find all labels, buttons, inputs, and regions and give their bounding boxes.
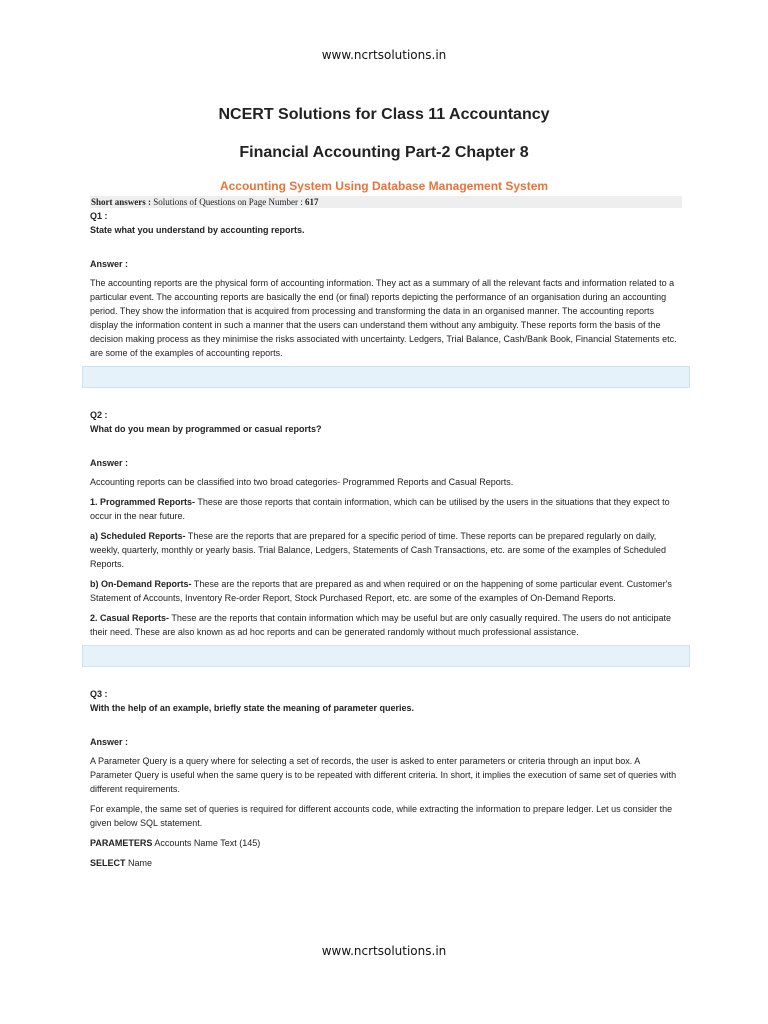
q2-on-demand-label: b) On-Demand Reports- (90, 579, 192, 589)
q3-select (90, 856, 682, 870)
q3-select-text: Name (125, 858, 153, 868)
page-title: NCERT Solutions for Class 11 Accountancy (218, 106, 550, 123)
separator-2 (82, 645, 690, 667)
content (90, 196, 682, 876)
q2-answer-label: Answer : (90, 458, 129, 468)
q2-scheduled-text: These are the reports that are prepared for a specific period of time. These reports can be prepared regularly on daily, weekly, quarterly, monthly or yearly basis. Trial Balance, Ledgers, Statements of Cash Transactions, etc. are some of the examples of Scheduled Reports. (90, 531, 666, 569)
q2-on-demand-text: These are the reports that are prepared as and when required or on the happening of some particular event. Customer's Statement of Accounts, Inventory Re-order Report, Stock Purchased Report, etc. are some of the examples of On-Demand Reports. (90, 579, 672, 603)
q3-number: Q3 : (90, 689, 108, 699)
q2-on-demand (90, 577, 682, 605)
q2-casual-label: 2. Casual Reports- (90, 613, 170, 623)
q2-scheduled-label: a) Scheduled Reports- (90, 531, 186, 541)
q3-select-label: SELECT (90, 858, 126, 868)
site-footer: www.ncrtsolutions.in (321, 944, 447, 958)
q1-answer-label: Answer : (90, 259, 129, 269)
separator-1 (82, 366, 690, 388)
q2-programmed (90, 495, 682, 523)
short-answers-bar (90, 196, 682, 208)
q3-parameters-label: PARAMETERS (90, 838, 153, 848)
short-answers-page: 617 (305, 197, 319, 207)
short-answers-label: Short answers : (91, 197, 151, 207)
q2-programmed-text: These are those reports that contain information, which can be utilised by the users in the situations that they expect to occur in the near future. (90, 497, 670, 521)
q3-answer-label: Answer : (90, 737, 129, 747)
q3-parameters-text: Accounts Name Text (145) (152, 838, 261, 848)
q1-number: Q1 : (90, 211, 108, 221)
q2-number: Q2 : (90, 410, 108, 420)
q2-casual (90, 611, 682, 639)
q2-question: What do you mean by programmed or casual reports? (90, 424, 322, 434)
q3-parameters (90, 836, 682, 850)
q3-answer-p2: For example, the same set of queries is required for different accounts code, while extracting the information to prepare ledger. Let us consider the given below SQL statement. (90, 804, 673, 828)
q2-programmed-label: 1. Programmed Reports- (90, 497, 196, 507)
short-answers-text: Solutions of Questions on Page Number : (153, 197, 303, 207)
q1-question: State what you understand by accounting reports. (90, 225, 305, 235)
q2-scheduled (90, 529, 682, 571)
page-subtitle: Financial Accounting Part-2 Chapter 8 (239, 144, 529, 161)
q2-casual-text: These are the reports that contain information which may be useful but are only casually required. The users do not anticipate their need. These are also known as ad hoc reports and can be generated randomly without much professional assistance. (90, 613, 671, 637)
q3-question: With the help of an example, briefly state the meaning of parameter queries. (90, 703, 414, 713)
q3-answer-p1: A Parameter Query is a query where for selecting a set of records, the user is asked to enter parameters or criteria through an input box. A Parameter Query is useful when the same query is to be repeated with different criteria. In short, it implies the execution of same set of queries with different requirements. (90, 756, 677, 794)
chapter-title: Accounting System Using Database Management System (219, 179, 549, 193)
q2-intro: Accounting reports can be classified into two broad categories- Programmed Reports and Casual Reports. (90, 477, 514, 487)
q1-answer: The accounting reports are the physical form of accounting information. They act as a summary of all the relevant facts and information related to a particular event. The accounting reports are basically the end (or final) reports depicting the performance of an organisation during an accounting period. They show the information that is acquired from processing and transforming the data in an organised manner. The accounting reports display the information content in such a manner that the users can understand them without any ambiguity. These reports form the basis of the decision making process as they minimise the risks associated with uncertainty. Ledgers, Trial Balance, Cash/Bank Book, Financial Statements etc. are some of the examples of accounting reports. (90, 278, 677, 358)
site-header: www.ncrtsolutions.in (321, 48, 447, 62)
